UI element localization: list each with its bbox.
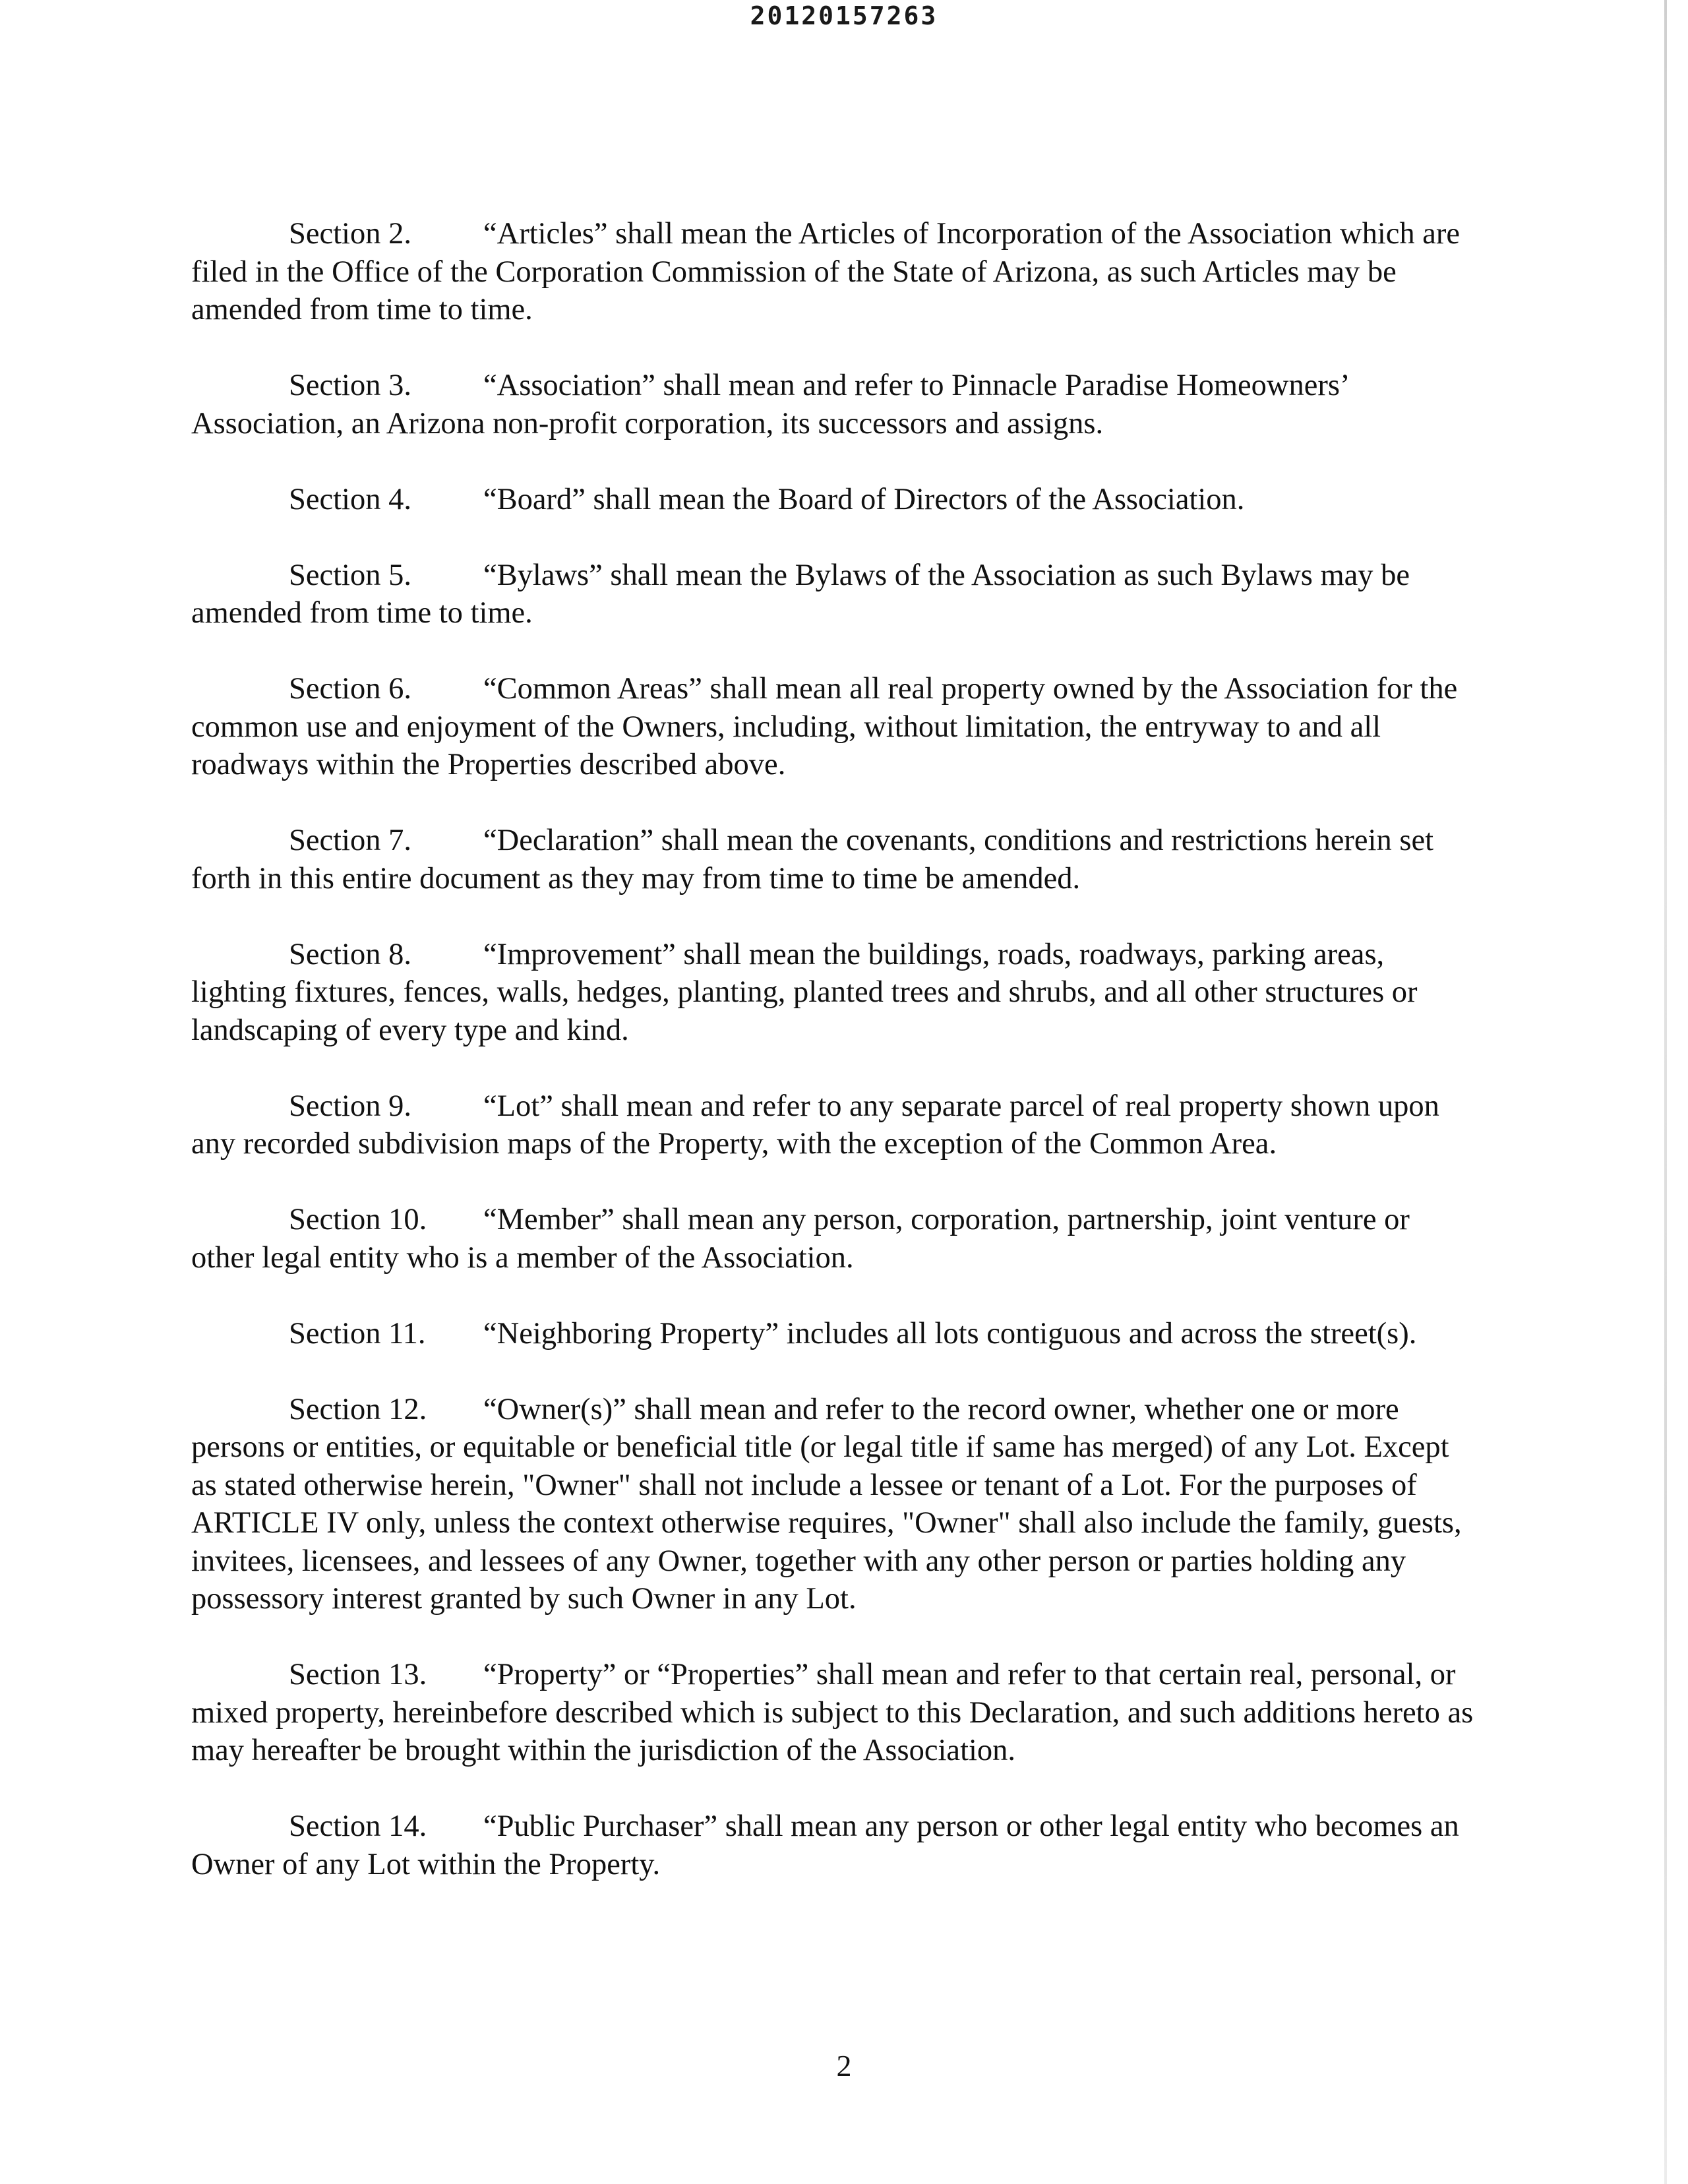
section-13 xyxy=(191,1656,1477,1770)
section-4 xyxy=(191,481,1477,519)
section-text: “Neighboring Property” includes all lots contiguous and across the street(s). xyxy=(483,1316,1417,1350)
section-3 xyxy=(191,367,1477,442)
section-text: “Declaration” shall mean the covenants, conditions and restrictions herein set forth in this entire document as they may from time to time be amended. xyxy=(191,824,1434,895)
section-text: “Association” shall mean and refer to Pinnacle Paradise Homeowners’ Association, an Arizona non-profit corporation, its successors and assigns. xyxy=(191,369,1348,440)
section-text: “Public Purchaser” shall mean any person or other legal entity who becomes an Owner of any Lot within the Property. xyxy=(191,1809,1459,1881)
section-12 xyxy=(191,1391,1477,1618)
section-7 xyxy=(191,822,1477,897)
section-text: “Board” shall mean the Board of Directors of the Association. xyxy=(483,482,1245,516)
section-8 xyxy=(191,936,1477,1050)
section-label: Section 3. xyxy=(289,369,411,402)
page-number: 2 xyxy=(836,2049,852,2082)
section-text: “Lot” shall mean and refer to any separate parcel of real property shown upon any recorded subdivision maps of the Property, with the exception of the Common Area. xyxy=(191,1089,1439,1161)
section-11 xyxy=(191,1315,1477,1353)
section-label: Section 13. xyxy=(289,1658,427,1691)
section-label: Section 9. xyxy=(289,1089,411,1123)
section-text: “Improvement” shall mean the buildings, roads, roadways, parking areas, lighting fixtures, fences, walls, hedges, planting, planted trees and shrubs, and all other structures or landscaping of every type and kind. xyxy=(191,937,1418,1047)
section-14 xyxy=(191,1807,1477,1883)
section-label: Section 12. xyxy=(289,1392,427,1426)
section-label: Section 10. xyxy=(289,1203,427,1236)
section-9 xyxy=(191,1087,1477,1163)
section-label: Section 11. xyxy=(289,1316,426,1350)
section-label: Section 8. xyxy=(289,937,411,971)
section-text: “Property” or “Properties” shall mean and refer to that certain real, personal, or mixed property, hereinbefore described which is subject to this Declaration, and such additions hereto as may hereafter be brought within the jurisdiction of the Association. xyxy=(191,1658,1474,1767)
section-6 xyxy=(191,670,1477,784)
section-label: Section 14. xyxy=(289,1809,427,1843)
section-text: “Owner(s)” shall mean and refer to the record owner, whether one or more persons or entities, or equitable or beneficial title (or legal title if same has merged) of any Lot. Except as stated otherwise herein, "Owner" shall not include a lessee or tenant of a Lot. For the purposes of ARTICLE IV only, unless the context otherwise requires, "Owner" shall also include the family, guests, invitees, licensees, and lessees of any Owner, together with any other person or parties holding any possessory interest granted by such Owner in any Lot. xyxy=(191,1392,1462,1616)
section-label: Section 2. xyxy=(289,217,411,251)
recording-number: 20120157263 xyxy=(750,1,938,30)
section-text: “Articles” shall mean the Articles of Incorporation of the Association which are filed in the Office of the Corporation Commission of the State of Arizona, as such Articles may be amended from time to time. xyxy=(191,217,1461,326)
section-label: Section 6. xyxy=(289,672,411,706)
section-10 xyxy=(191,1201,1477,1277)
section-label: Section 7. xyxy=(289,824,411,857)
section-text: “Common Areas” shall mean all real property owned by the Association for the common use and enjoyment of the Owners, including, without limitation, the entryway to and all roadways within the Properties described above. xyxy=(191,672,1458,781)
scan-edge-line xyxy=(1664,0,1667,2184)
section-label: Section 4. xyxy=(289,482,411,516)
document-body xyxy=(191,215,1477,1922)
section-5 xyxy=(191,557,1477,632)
section-text: “Bylaws” shall mean the Bylaws of the Association as such Bylaws may be amended from time to time. xyxy=(191,558,1410,630)
section-text: “Member” shall mean any person, corporation, partnership, joint venture or other legal entity who is a member of the Association. xyxy=(191,1203,1410,1275)
section-label: Section 5. xyxy=(289,558,411,592)
section-2 xyxy=(191,215,1477,329)
